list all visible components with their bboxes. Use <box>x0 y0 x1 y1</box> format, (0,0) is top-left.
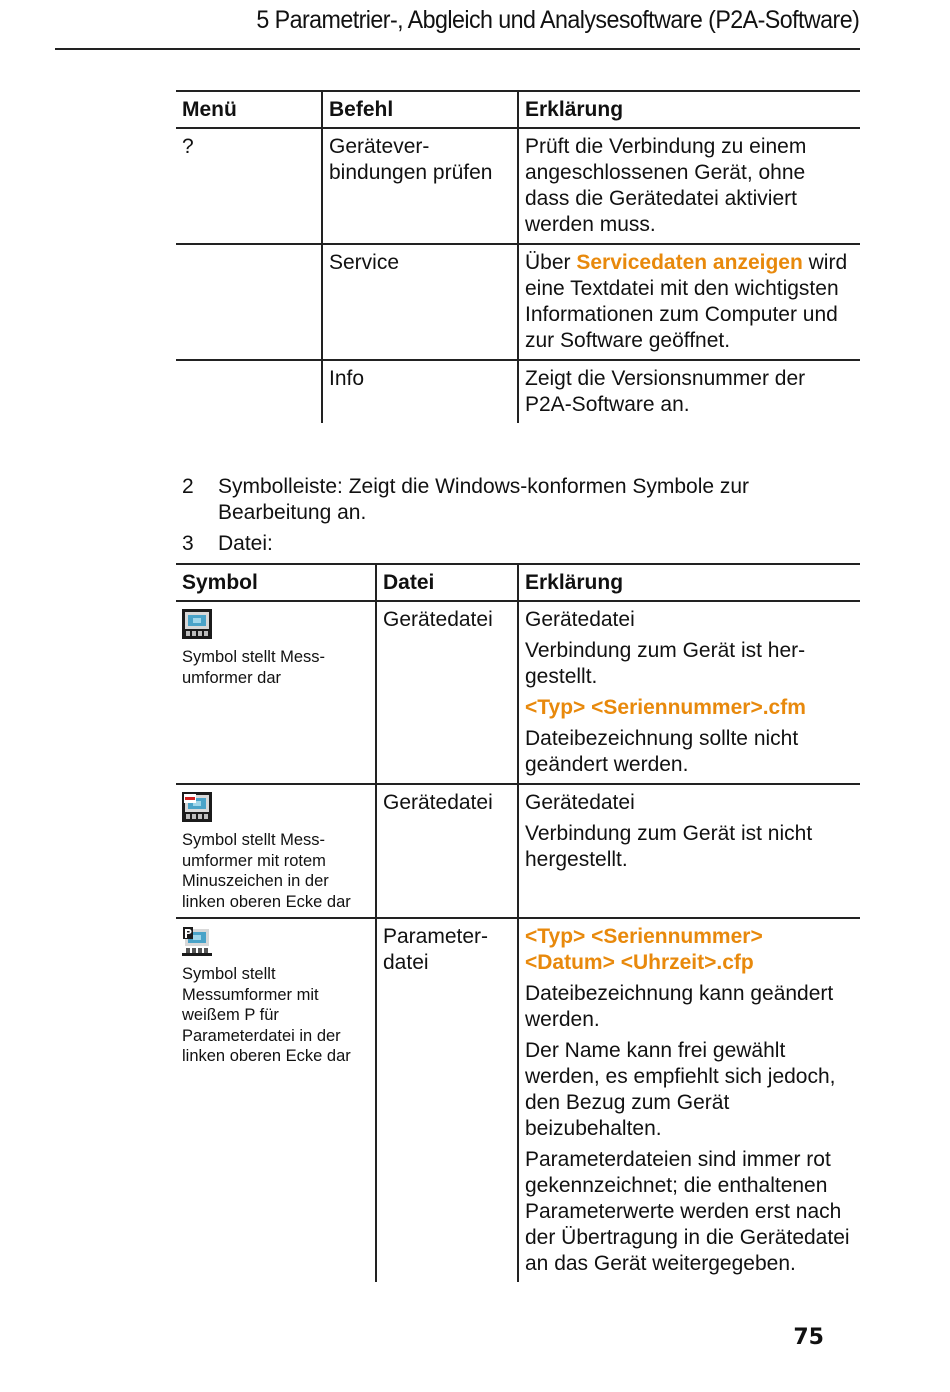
explanation-cell <box>518 918 860 1282</box>
command-cell: Info <box>322 360 518 423</box>
table-row <box>176 360 860 423</box>
caption-line: weißem P für <box>182 1006 279 1024</box>
caption-line: umformer mit rotem <box>182 851 326 870</box>
command-cell <box>322 128 518 244</box>
caption-line: Parameterdatei in der <box>182 1026 341 1045</box>
symbol-caption <box>182 830 369 912</box>
caption-line: linken oberen Ecke dar <box>182 1047 351 1065</box>
symbol-caption <box>182 964 369 1067</box>
file-line: datei <box>383 951 429 974</box>
command-line: bindungen prüfen <box>329 161 493 184</box>
explanation-title: Gerätedatei <box>525 608 635 631</box>
caption-line: umformer dar <box>182 668 282 687</box>
caption-line: linken oberen Ecke dar <box>182 892 351 911</box>
highlighted-command: Servicedaten anzeigen <box>576 251 803 274</box>
menu-table <box>176 90 860 423</box>
list-item <box>182 531 862 557</box>
menu-cell <box>176 360 322 423</box>
caption-line: Messumformer mit <box>182 985 319 1004</box>
symbol-cell <box>176 601 376 784</box>
filename-pattern: <Typ> <Seriennummer>.cfm <box>525 696 806 719</box>
menu-cell: ? <box>176 128 322 244</box>
explanation-line: Verbindung zum Gerät ist her- <box>525 639 806 662</box>
table-row <box>176 918 860 1282</box>
col-header-explanation: Erklärung <box>518 91 860 128</box>
transmitter-parameter-icon <box>182 926 212 956</box>
command-cell: Service <box>322 244 518 360</box>
filename-pattern <box>525 924 854 976</box>
explanation-cell: Prüft die Verbindung zu einem angeschlossenen Gerät, ohne dass die Gerätedatei aktiviert werden muss. <box>518 128 860 244</box>
menu-cell <box>176 244 322 360</box>
caption-line: Minuszeichen in der <box>182 872 329 890</box>
table-row <box>176 128 860 244</box>
col-header-symbol: Symbol <box>176 564 376 601</box>
col-header-command: Befehl <box>322 91 518 128</box>
explanation-cell: Zeigt die Versionsnummer der P2A-Software an. <box>518 360 860 423</box>
symbol-cell <box>176 918 376 1282</box>
table-row <box>176 601 860 784</box>
file-line: Parameter- <box>383 925 489 948</box>
explanation-text: Über <box>525 251 577 274</box>
explanation-paragraph <box>525 638 854 690</box>
filename-pattern-line: <Typ> <Seriennummer> <box>525 925 763 948</box>
explanation-paragraph: Dateibezeichnung sollte nicht geändert werden. <box>525 727 799 776</box>
explanation-paragraph: Der Name kann frei gewählt werden, es empfiehlt sich jedoch, den Bezug zum Gerät beizubehalten. <box>525 1039 836 1140</box>
col-header-file: Datei <box>376 564 518 601</box>
filename-pattern-line: <Datum> <Uhrzeit>.cfp <box>525 951 754 974</box>
numbered-list <box>182 474 862 562</box>
list-item-number: 3 <box>182 532 194 555</box>
explanation-paragraph: Dateibezeichnung kann geändert werden. <box>525 982 834 1031</box>
explanation-cell <box>518 784 860 918</box>
explanation-text: wird eine Textdatei mit den wichtigsten Informationen zum Computer und zur Software geöffnet. <box>525 251 848 352</box>
file-table <box>176 563 860 1282</box>
explanation-cell <box>518 601 860 784</box>
table-row <box>176 244 860 360</box>
command-line: Gerätever- <box>329 135 430 158</box>
list-item <box>182 474 862 526</box>
transmitter-icon <box>182 609 212 639</box>
caption-line: Symbol stellt Mess- <box>182 831 326 849</box>
explanation-title: Gerätedatei <box>525 791 635 814</box>
menu-table-header <box>176 91 860 128</box>
caption-line: Symbol stellt Mess- <box>182 648 326 666</box>
list-item-text: Datei: <box>218 532 273 555</box>
caption-line: Symbol stellt <box>182 965 276 983</box>
header-rule <box>55 48 860 50</box>
list-item-text: Symbolleiste: Zeigt die Windows-konformen Symbole zur Bearbeitung an. <box>218 475 750 524</box>
explanation-paragraph: Parameterdateien sind immer rot gekennzeichnet; die enthaltenen Parameterwerte werden erst nach der Übertragung in die Gerätedatei an das Gerät weitergegeben. <box>525 1148 850 1275</box>
file-table-header <box>176 564 860 601</box>
col-header-explanation: Erklärung <box>518 564 860 601</box>
symbol-caption <box>182 647 369 688</box>
file-cell: Gerätedatei <box>376 601 518 784</box>
running-header: 5 Parametrier-, Abgleich und Analysesoftware (P2A-Software) <box>256 6 859 34</box>
explanation-cell <box>518 244 860 360</box>
file-cell <box>376 918 518 1282</box>
table-row <box>176 784 860 918</box>
list-item-number: 2 <box>182 475 194 498</box>
transmitter-disconnected-icon <box>182 792 212 822</box>
page-number: 75 <box>793 1325 824 1350</box>
col-header-menu: Menü <box>176 91 322 128</box>
file-cell: Gerätedatei <box>376 784 518 918</box>
explanation-paragraph: Verbindung zum Gerät ist nicht hergestellt. <box>525 822 813 871</box>
symbol-cell <box>176 784 376 918</box>
explanation-line: gestellt. <box>525 665 598 688</box>
